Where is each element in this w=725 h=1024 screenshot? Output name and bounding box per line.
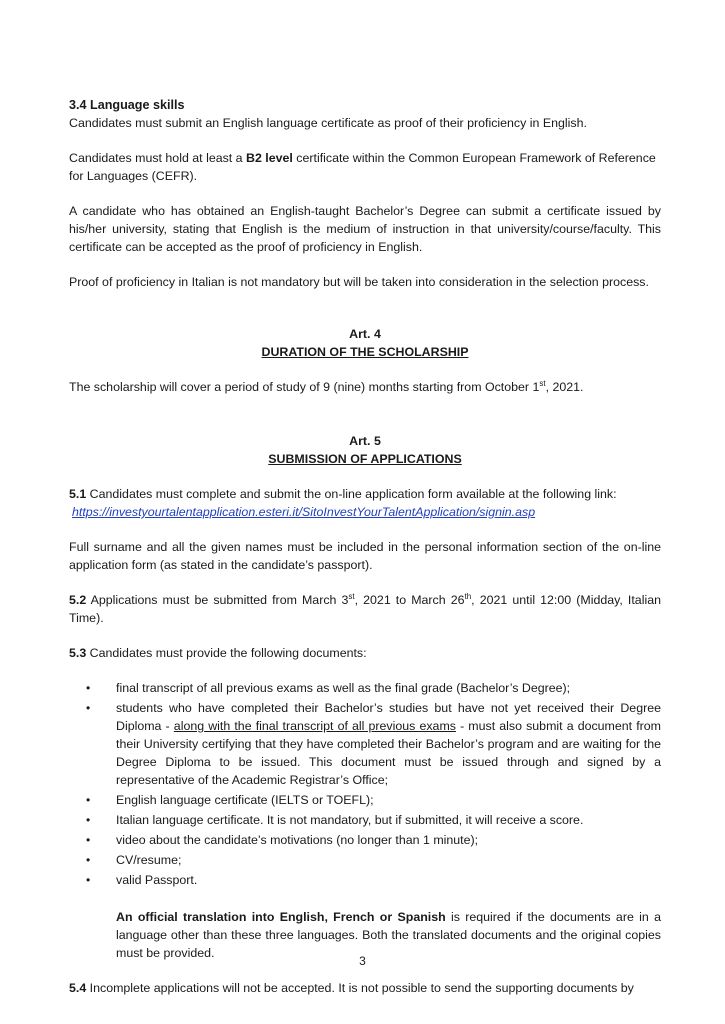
bullet-icon: • — [86, 701, 91, 715]
paragraph-full-names: Full surname and all the given names must be included in the personal information section of the on-line application form (as stated in the candidate’s passport). — [69, 540, 661, 572]
list-item-text: CV/resume; — [116, 853, 182, 867]
list-item — [86, 791, 661, 809]
art5-number: Art. 5 — [349, 434, 381, 448]
text: , 2021 until 12:00 (Midday, Italian Time). — [69, 593, 661, 625]
documents-list — [69, 679, 661, 889]
section-heading-language-skills: 3.4 Language skills — [69, 98, 185, 112]
list-item — [86, 871, 661, 889]
section-number: 5.1 — [69, 487, 87, 501]
bullet-icon: • — [86, 873, 91, 887]
list-item-text: final transcript of all previous exams as well as the final grade (Bachelor’s Degree); — [116, 681, 571, 695]
text: Candidates must provide the following documents: — [86, 646, 367, 660]
section-number: 5.3 — [69, 646, 87, 660]
art4-number: Art. 4 — [349, 327, 381, 341]
list-item — [86, 699, 661, 789]
list-item — [86, 831, 661, 849]
paragraph-italian-proficiency: Proof of proficiency in Italian is not mandatory but will be taken into consideration in the selection process. — [69, 275, 649, 289]
bullet-icon: • — [86, 813, 91, 827]
superscript: st — [348, 591, 355, 601]
paragraph-5-1 — [69, 485, 661, 503]
list-item — [86, 679, 661, 697]
list-item-text: valid Passport. — [116, 873, 198, 887]
bullet-icon: • — [86, 833, 91, 847]
paragraph-english-taught-degree: A candidate who has obtained an English-taught Bachelor’s Degree can submit a certificate issued by his/her university, stating that English is the medium of instruction in that university/course/faculty. This certificate can be accepted as the proof of proficiency in English. — [69, 204, 661, 254]
text: certificate within the Common European Framework of Reference for Languages (CEFR). — [69, 151, 656, 183]
art5-title: SUBMISSION OF APPLICATIONS — [268, 452, 462, 466]
list-item-text: English language certificate (IELTS or TOEFL); — [116, 793, 374, 807]
text: is required if the documents are in a language other than these three languages. Both the translated documents and the original copies must be provided. — [116, 910, 661, 960]
list-item-text: Italian language certificate. It is not mandatory, but if submitted, it will receive a score. — [116, 813, 584, 827]
superscript: st — [539, 378, 546, 388]
bullet-icon: • — [86, 681, 91, 695]
bullet-icon: • — [86, 793, 91, 807]
b2-level-bold: B2 level — [246, 151, 293, 165]
paragraph-5-2 — [69, 591, 661, 627]
translation-bold: An official translation into English, French or Spanish — [116, 910, 446, 924]
list-item — [86, 811, 661, 829]
text: , 2021. — [545, 380, 584, 394]
paragraph-scholarship-duration — [69, 378, 661, 396]
section-number: 5.4 — [69, 981, 87, 995]
underlined-text: along with the final transcript of all previous exams — [173, 719, 456, 733]
list-item-text: - must also submit a document from their University certifying that they have completed their Bachelor’s program and are waiting for the Degree Diploma to be issued. This document must be issued through and signed by a representative of the Academic Registrar’s Office; — [116, 719, 661, 787]
page-number: 3 — [359, 954, 366, 968]
text: , 2021 to March 26 — [354, 593, 465, 607]
superscript: th — [464, 591, 472, 601]
section-number: 5.2 — [69, 593, 87, 607]
page-content — [69, 96, 661, 997]
application-link[interactable]: https://investyourtalentapplication.esteri.it/SitoInvestYourTalentApplication/signin.asp — [72, 505, 536, 519]
text: Incomplete applications will not be accepted. It is not possible to send the supporting documents by — [86, 981, 634, 995]
art4-title: DURATION OF THE SCHOLARSHIP — [261, 345, 469, 359]
text: Applications must be submitted from March 3 — [86, 593, 349, 607]
paragraph-english-certificate: Candidates must submit an English language certificate as proof of their proficiency in English. — [69, 116, 587, 130]
list-item-text: students who have completed their Bachelor’s studies but have not yet received their Degree Diploma - — [116, 701, 661, 733]
paragraph-b2-level — [69, 149, 661, 185]
text: Candidates must hold at least a — [69, 151, 247, 165]
paragraph-5-4 — [69, 979, 661, 997]
text: Candidates must complete and submit the on-line application form available at the following link: — [86, 487, 617, 501]
bullet-icon: • — [86, 853, 91, 867]
list-item-text: video about the candidate’s motivations (no longer than 1 minute); — [116, 833, 479, 847]
list-item — [86, 851, 661, 869]
paragraph-5-3 — [69, 644, 661, 662]
link-line — [69, 503, 661, 521]
text: The scholarship will cover a period of study of 9 (nine) months starting from October 1 — [69, 380, 540, 394]
